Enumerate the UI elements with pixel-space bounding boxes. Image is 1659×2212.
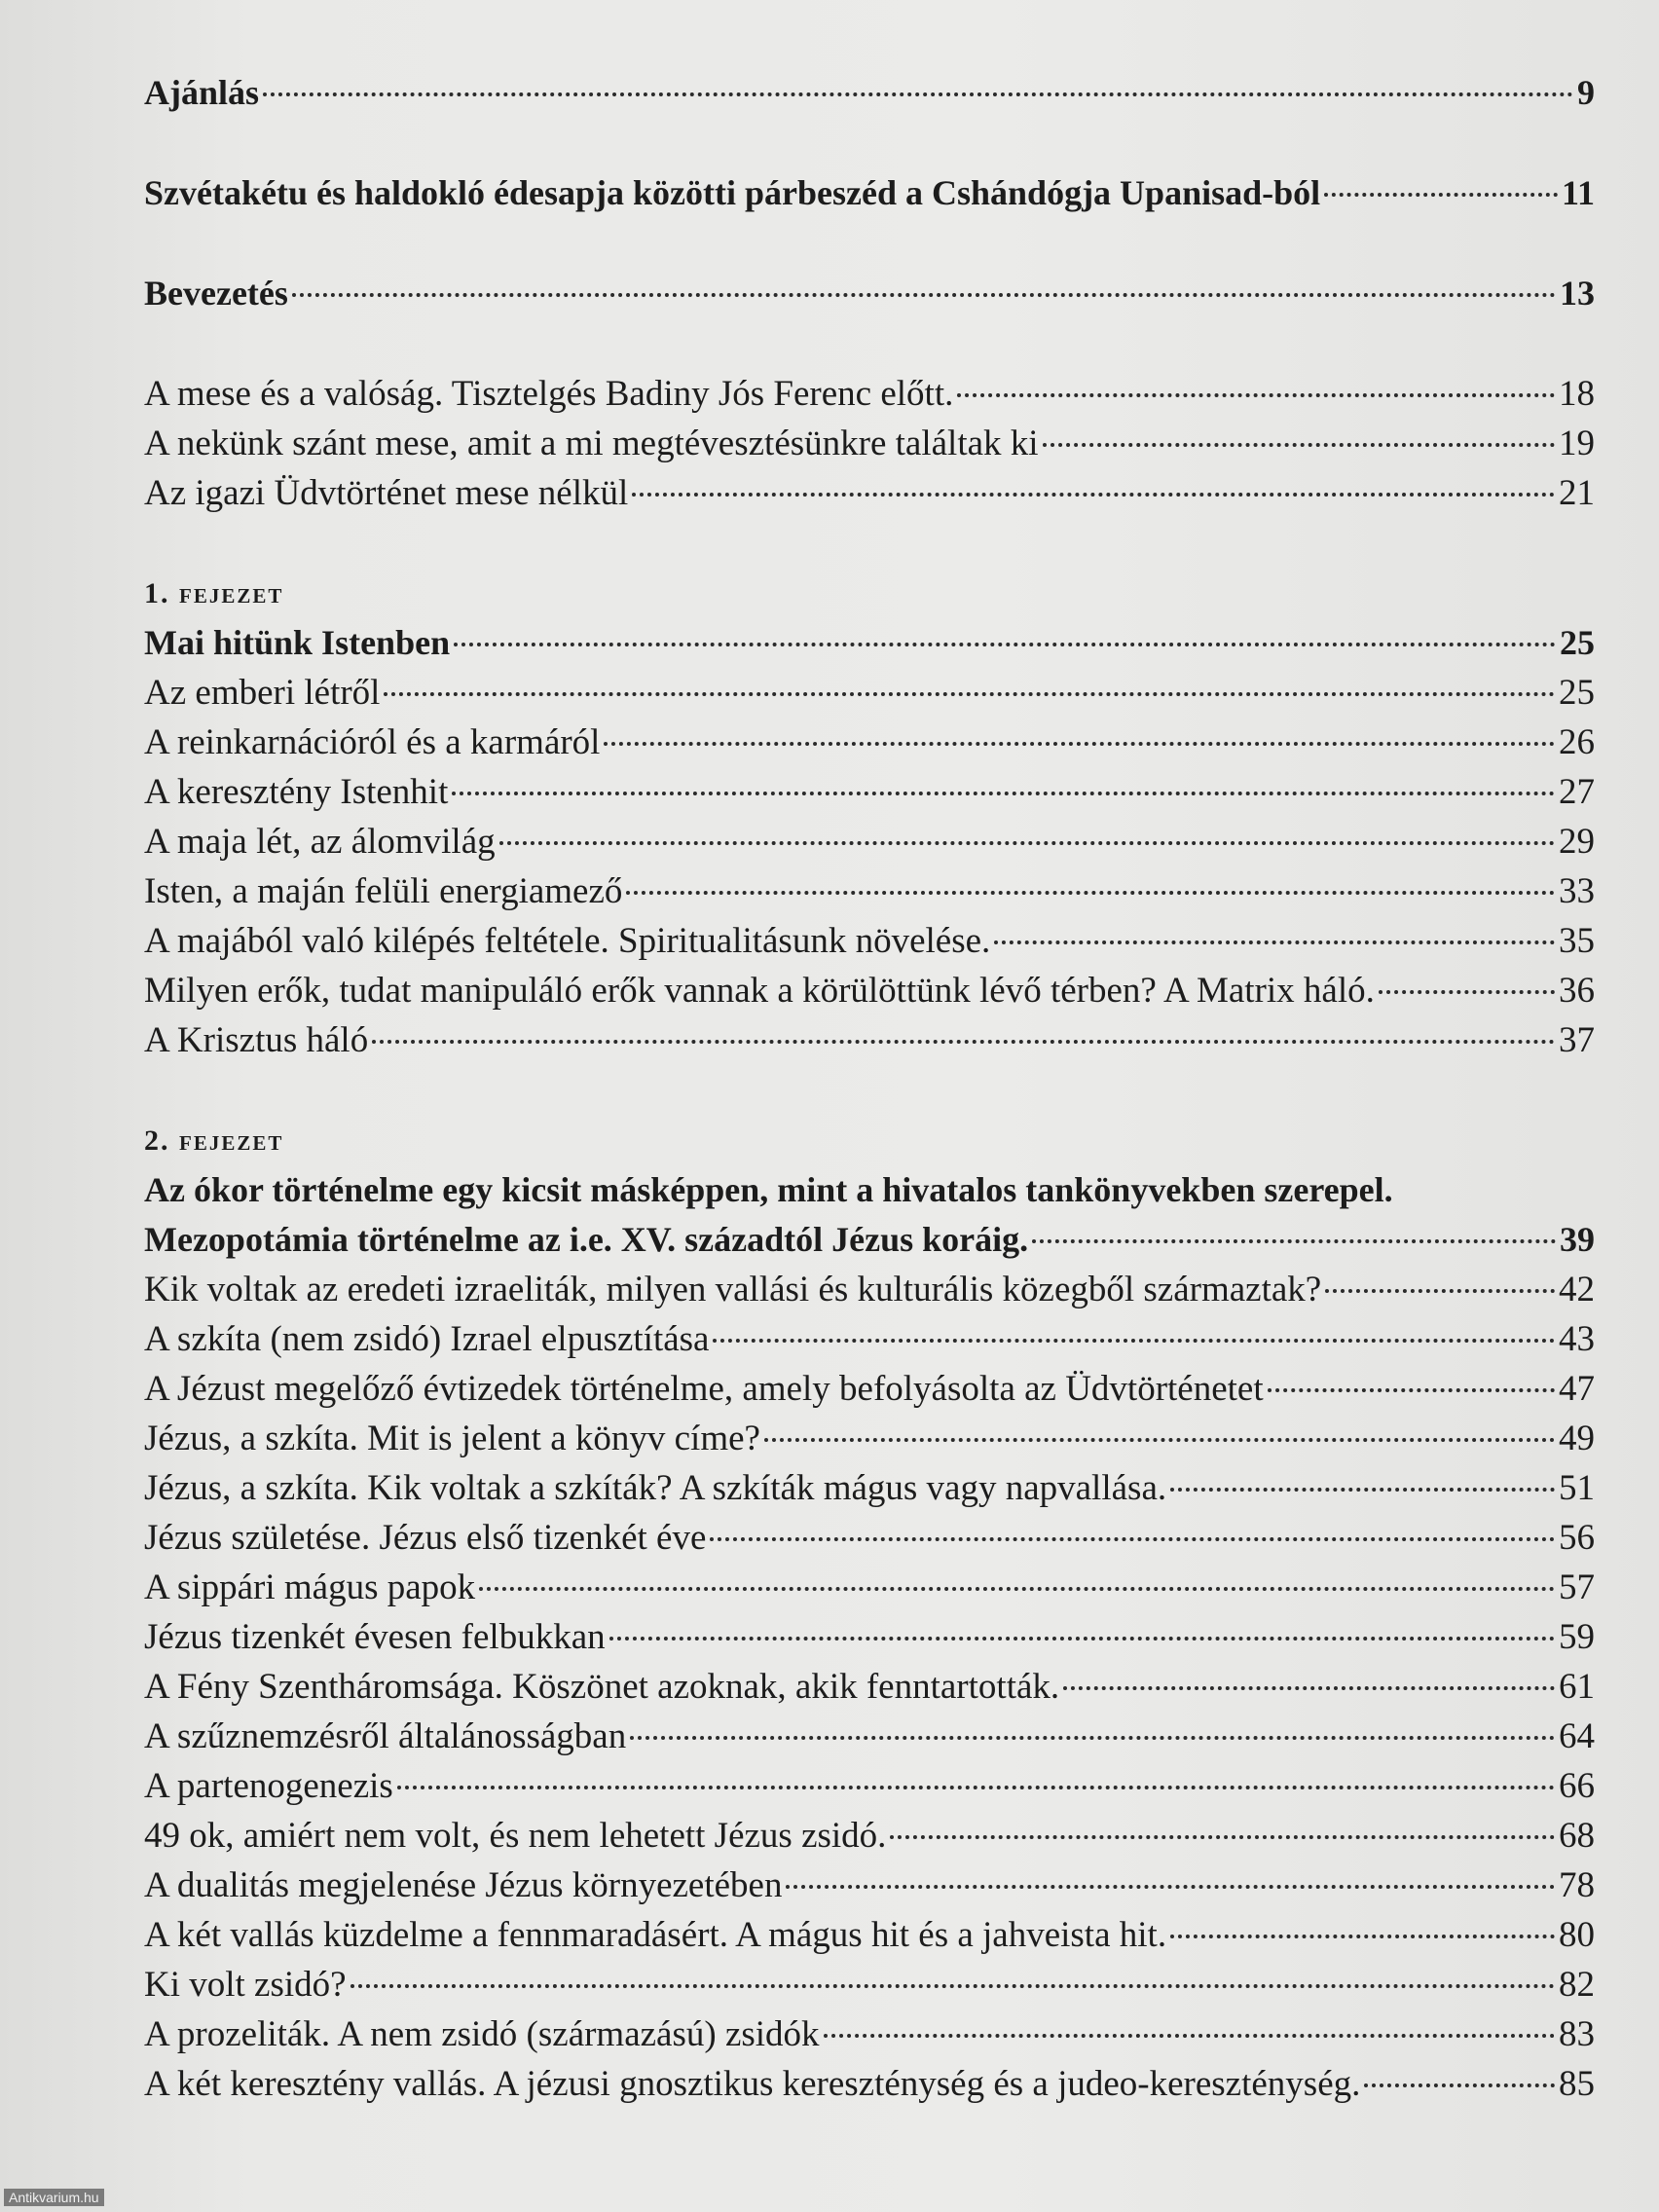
toc-entry-title: A keresztény Istenhit	[144, 772, 449, 812]
dot-leader	[630, 1736, 1555, 1740]
toc-entry-title: A maja lét, az álomvilág	[144, 822, 496, 862]
toc-entry	[144, 1463, 1595, 1513]
toc-entry-page: 35	[1559, 921, 1595, 961]
toc-entry	[144, 1811, 1595, 1861]
dot-leader	[1379, 990, 1555, 994]
dot-leader	[824, 2034, 1555, 2038]
toc-entry-page: 68	[1559, 1816, 1595, 1856]
toc-entry-page: 13	[1560, 274, 1595, 313]
toc-entry-title: Isten, a maján felüli energiamező	[144, 871, 623, 911]
dot-leader	[350, 1984, 1555, 1988]
dot-leader	[609, 1637, 1555, 1641]
dot-leader	[604, 742, 1555, 746]
dot-leader	[452, 792, 1555, 795]
toc-entry-title: A sippári mágus papok	[144, 1567, 476, 1607]
dot-leader	[713, 1339, 1555, 1343]
toc-entry-title: Bevezetés	[144, 274, 288, 313]
toc-entry-title: A reinkarnációról és a karmáról	[144, 722, 601, 762]
toc-entry-title: A prozeliták. A nem zsidó (származású) zsidók	[144, 2014, 820, 2054]
dot-leader	[372, 1040, 1555, 1044]
chapter-2-subtitle: Az ókor történelme egy kicsit másképpen, mint a hivatalos tankönyvekben szerepel.	[144, 1170, 1393, 1209]
dot-leader	[263, 92, 1573, 96]
toc-entry-page: 21	[1559, 473, 1595, 513]
toc-entry-title: Szvétakétu és haldokló édesapja közötti párbeszéd a Cshándógja Upanisad-ból	[144, 173, 1321, 212]
toc-entry	[144, 468, 1595, 518]
toc-entry-title: A szkíta (nem zsidó) Izrael elpusztítása	[144, 1319, 710, 1359]
toc-entry-title: Jézus, a szkíta. Mit is jelent a könyv címe?	[144, 1419, 760, 1458]
toc-entry-title: Az igazi Üdvtörténet mese nélkül	[144, 473, 629, 513]
toc-entry	[144, 1910, 1595, 1960]
dot-leader	[786, 1885, 1555, 1889]
toc-entry	[144, 718, 1595, 767]
toc-entry-page: 64	[1559, 1716, 1595, 1756]
toc-entry-page: 43	[1559, 1319, 1595, 1359]
dot-leader	[397, 1786, 1555, 1789]
chapter-1-heading	[144, 618, 1595, 668]
toc-entry-page: 82	[1559, 1965, 1595, 2005]
toc-entry	[144, 419, 1595, 468]
table-of-contents	[144, 68, 1595, 2109]
dot-leader	[890, 1835, 1555, 1839]
toc-entry	[144, 369, 1595, 419]
toc-entry-page: 85	[1559, 2064, 1595, 2104]
toc-entry	[144, 1612, 1595, 1662]
toc-entry	[144, 1414, 1595, 1463]
toc-entry-page: 25	[1560, 623, 1595, 662]
toc-entry-title: A Fény Szentháromsága. Köszönet azoknak, akik fenntartották.	[144, 1667, 1060, 1707]
toc-entry-title: A dualitás megjelenése Jézus környezetében	[144, 1865, 783, 1905]
dot-leader	[1364, 2083, 1555, 2087]
toc-entry-page: 9	[1577, 73, 1595, 112]
toc-entry-title: A majából való kilépés feltétele. Spiritualitásunk növelése.	[144, 921, 991, 961]
toc-entry	[144, 1712, 1595, 1761]
chapter-2-section	[144, 1265, 1595, 2109]
toc-entry-page: 25	[1559, 673, 1595, 713]
toc-entry-page: 78	[1559, 1865, 1595, 1905]
toc-entry-page: 56	[1559, 1518, 1595, 1558]
toc-entry-title: A nekünk szánt mese, amit a mi megtévesztésünkre találtak ki	[144, 424, 1039, 463]
toc-entry	[144, 1761, 1595, 1811]
toc-entry-page: 26	[1559, 722, 1595, 762]
toc-entry-page: 33	[1559, 871, 1595, 911]
toc-entry-title: A Jézust megelőző évtizedek történelme, amely befolyásolta az Üdvtörténetet	[144, 1369, 1264, 1409]
toc-entry	[144, 1960, 1595, 2009]
toc-entry-title: Ajánlás	[144, 73, 260, 112]
toc-entry-page: 37	[1559, 1020, 1595, 1060]
toc-entry-title: A szűznemzésről általánosságban	[144, 1716, 627, 1756]
toc-entry	[144, 767, 1595, 817]
toc-entry	[144, 1265, 1595, 1314]
chapter-1-section	[144, 668, 1595, 1065]
dot-leader	[454, 643, 1556, 646]
dot-leader	[764, 1438, 1555, 1442]
chapter-1-label: 1. fejezet	[144, 577, 284, 609]
toc-entry	[144, 866, 1595, 916]
dot-leader	[710, 1537, 1555, 1541]
dot-leader	[1325, 1289, 1555, 1293]
toc-entry	[144, 1364, 1595, 1414]
toc-entry-title: Mezopotámia történelme az i.e. XV. századtól Jézus koráig.	[144, 1220, 1029, 1259]
toc-entry-page: 47	[1559, 1369, 1595, 1409]
toc-entry-title: Jézus tizenkét évesen felbukkan	[144, 1617, 606, 1657]
toc-entry-page: 42	[1559, 1270, 1595, 1309]
toc-entry-title: A partenogenezis	[144, 1766, 393, 1806]
dot-leader	[499, 841, 1555, 845]
toc-entry-title: 49 ok, amiért nem volt, és nem lehetett Jézus zsidó.	[144, 1816, 887, 1856]
watermark: Antikvarium.hu	[4, 2189, 104, 2206]
toc-entry-bevezetes	[144, 269, 1595, 318]
dot-leader	[292, 293, 1556, 297]
toc-entry-page: 36	[1559, 971, 1595, 1011]
toc-entry-page: 39	[1560, 1220, 1595, 1259]
dot-leader	[1268, 1388, 1555, 1392]
toc-entry-title: A mese és a valóság. Tisztelgés Badiny Jós Ferenc előtt.	[144, 374, 954, 414]
toc-entry-page: 61	[1559, 1667, 1595, 1707]
toc-entry-page: 29	[1559, 822, 1595, 862]
toc-entry-page: 51	[1559, 1468, 1595, 1508]
toc-entry	[144, 2009, 1595, 2059]
dot-leader	[1063, 1686, 1555, 1690]
toc-entry-title: Milyen erők, tudat manipuláló erők vannak a körülöttünk lévő térben? A Matrix háló.	[144, 971, 1375, 1011]
toc-entry	[144, 1513, 1595, 1563]
dot-leader	[1032, 1239, 1556, 1243]
toc-entry-page: 66	[1559, 1766, 1595, 1806]
dot-leader	[1324, 193, 1558, 197]
toc-entry-page: 11	[1561, 173, 1595, 212]
dot-leader	[479, 1587, 1555, 1591]
toc-entry-title: Mai hitünk Istenben	[144, 623, 451, 662]
toc-entry	[144, 1662, 1595, 1712]
dot-leader	[1170, 1488, 1555, 1492]
toc-entry-page: 59	[1559, 1617, 1595, 1657]
toc-entry-title: Jézus születése. Jézus első tizenkét éve	[144, 1518, 707, 1558]
toc-entry	[144, 668, 1595, 718]
toc-entry	[144, 817, 1595, 866]
toc-entry-page: 49	[1559, 1419, 1595, 1458]
toc-entry	[144, 1015, 1595, 1065]
toc-entry	[144, 1861, 1595, 1910]
toc-entry-title: Az emberi létről	[144, 673, 381, 713]
toc-entry-page: 19	[1559, 424, 1595, 463]
toc-entry-title: Ki volt zsidó?	[144, 1965, 347, 2005]
toc-entry-ajanlas	[144, 68, 1595, 118]
dot-leader	[1043, 443, 1555, 447]
dot-leader	[957, 393, 1555, 397]
toc-entry-page: 83	[1559, 2014, 1595, 2054]
chapter-2-label: 2. fejezet	[144, 1124, 284, 1157]
toc-entry-page: 57	[1559, 1567, 1595, 1607]
dot-leader	[1170, 1935, 1555, 1938]
dot-leader	[626, 891, 1555, 895]
toc-entry	[144, 1563, 1595, 1612]
toc-entry-page: 27	[1559, 772, 1595, 812]
chapter-2-heading	[144, 1215, 1595, 1265]
toc-entry-title: Jézus, a szkíta. Kik voltak a szkíták? A szkíták mágus vagy napvallása.	[144, 1468, 1167, 1508]
intro-section	[144, 369, 1595, 518]
toc-entry-title: A két vallás küzdelme a fennmaradásért. A mágus hit és a jahveista hit.	[144, 1915, 1167, 1955]
dot-leader	[632, 493, 1555, 497]
toc-entry-title: Kik voltak az eredeti izraeliták, milyen vallási és kulturális közegből származtak?	[144, 1270, 1322, 1309]
toc-entry-title: A két keresztény vallás. A jézusi gnosztikus kereszténység és a judeo-kereszténység.	[144, 2064, 1361, 2104]
toc-entry	[144, 966, 1595, 1015]
toc-entry	[144, 916, 1595, 966]
toc-entry	[144, 1314, 1595, 1364]
toc-entry-parbeszed	[144, 168, 1595, 218]
toc-entry	[144, 2059, 1595, 2109]
toc-entry-page: 80	[1559, 1915, 1595, 1955]
dot-leader	[994, 940, 1555, 944]
dot-leader	[384, 692, 1555, 696]
toc-entry-page: 18	[1559, 374, 1595, 414]
toc-entry-title: A Krisztus háló	[144, 1020, 369, 1060]
